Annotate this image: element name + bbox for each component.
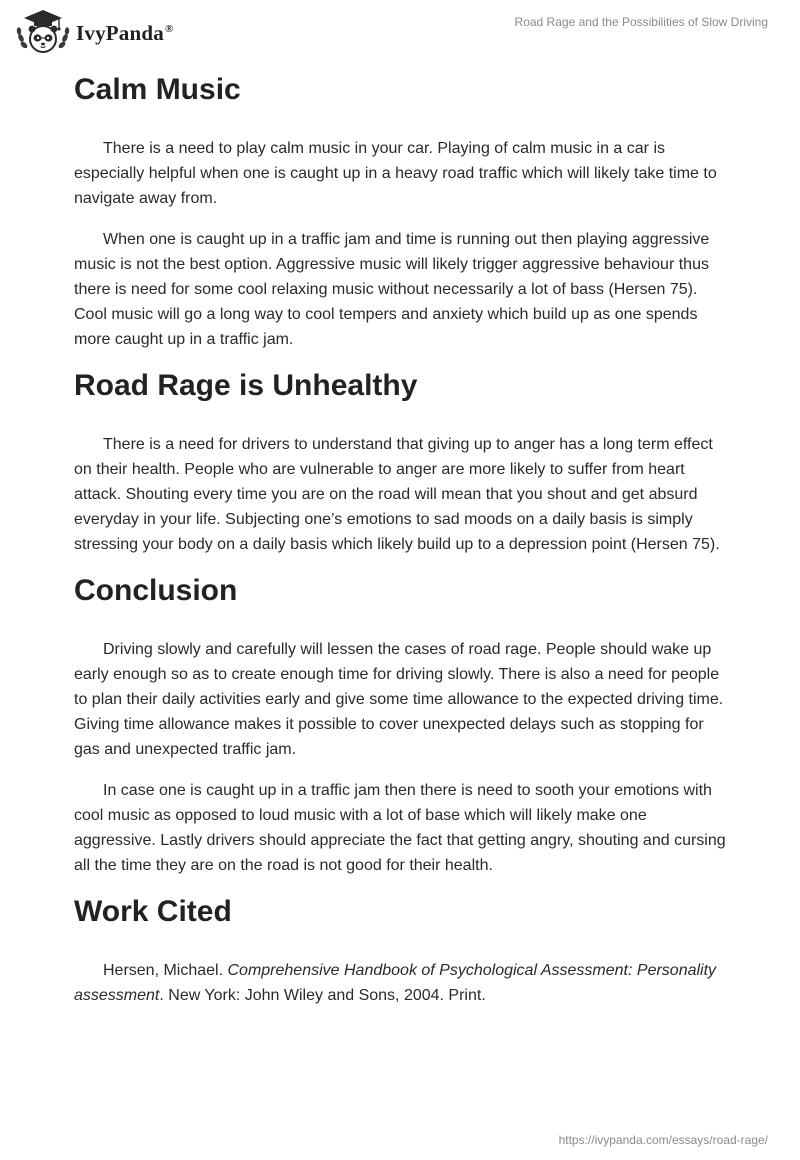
ivypanda-logo[interactable] [14, 8, 173, 56]
registered-mark: ® [164, 22, 174, 35]
citation-author: Hersen, Michael. [103, 962, 228, 979]
section-heading-conclusion: Conclusion [74, 574, 238, 607]
citation-title: Comprehensive Handbook of Psychological Assessment: Personality assessment [74, 962, 717, 1004]
section-heading-calm-music: Calm Music [74, 73, 241, 106]
paragraph: In case one is caught up in a traffic jam then there is need to sooth your emotions with cool music as opposed to loud music with a lot of base which will likely make one aggressive. Lastly drivers should appreciate the fact that getting angry, shouting and cursing all the time they are on the road is not good for their health. [74, 782, 726, 874]
paragraph: There is a need for drivers to understand that giving up to anger has a long term effect on their health. People who are vulnerable to anger are more likely to suffer from heart attack. Shouting every time you are on the road will mean that you shout and get absurd everyday in your life. Subjecting one’s emotions to sad moods on a daily basis is simply stressing your body on a daily basis which likely build up to a depression point (Hersen 75). [74, 436, 720, 553]
paragraph: Driving slowly and carefully will lessen the cases of road rage. People should wake up early enough so as to create enough time for driving slowly. There is also a need for people to plan their daily activities early and give some time allowance to the expected driving time. Giving time allowance makes it possible to cover unexpected delays such as stopping for gas and unexpected traffic jam. [74, 641, 724, 758]
paragraph: When one is caught up in a traffic jam and time is running out then playing aggressive music is not the best option. Aggressive music will likely trigger aggressive behaviour thus there is need for some cool relaxing music without necessarily a lot of bass (Hersen 75). Cool music will go a long way to cool tempers and anxiety which build up as one spends more caught up in a traffic jam. [74, 231, 710, 348]
logo-text: IvyPanda® [76, 20, 174, 45]
running-title: Road Rage and the Possibilities of Slow Driving [514, 15, 768, 29]
paragraph: There is a need to play calm music in your car. Playing of calm music in a car is especially helpful when one is caught up in a heavy road traffic which will likely take time to navigate away from. [74, 140, 717, 207]
source-url[interactable]: https://ivypanda.com/essays/road-rage/ [558, 1133, 768, 1147]
section-heading-road-rage-unhealthy: Road Rage is Unhealthy [74, 369, 418, 402]
citation-publication: . New York: John Wiley and Sons, 2004. Print. [159, 987, 486, 1004]
essay-content [74, 70, 726, 1008]
page-header [0, 0, 800, 60]
citation-entry [74, 958, 726, 1008]
section-heading-work-cited: Work Cited [74, 895, 232, 928]
panda-graduate-icon [14, 8, 72, 56]
